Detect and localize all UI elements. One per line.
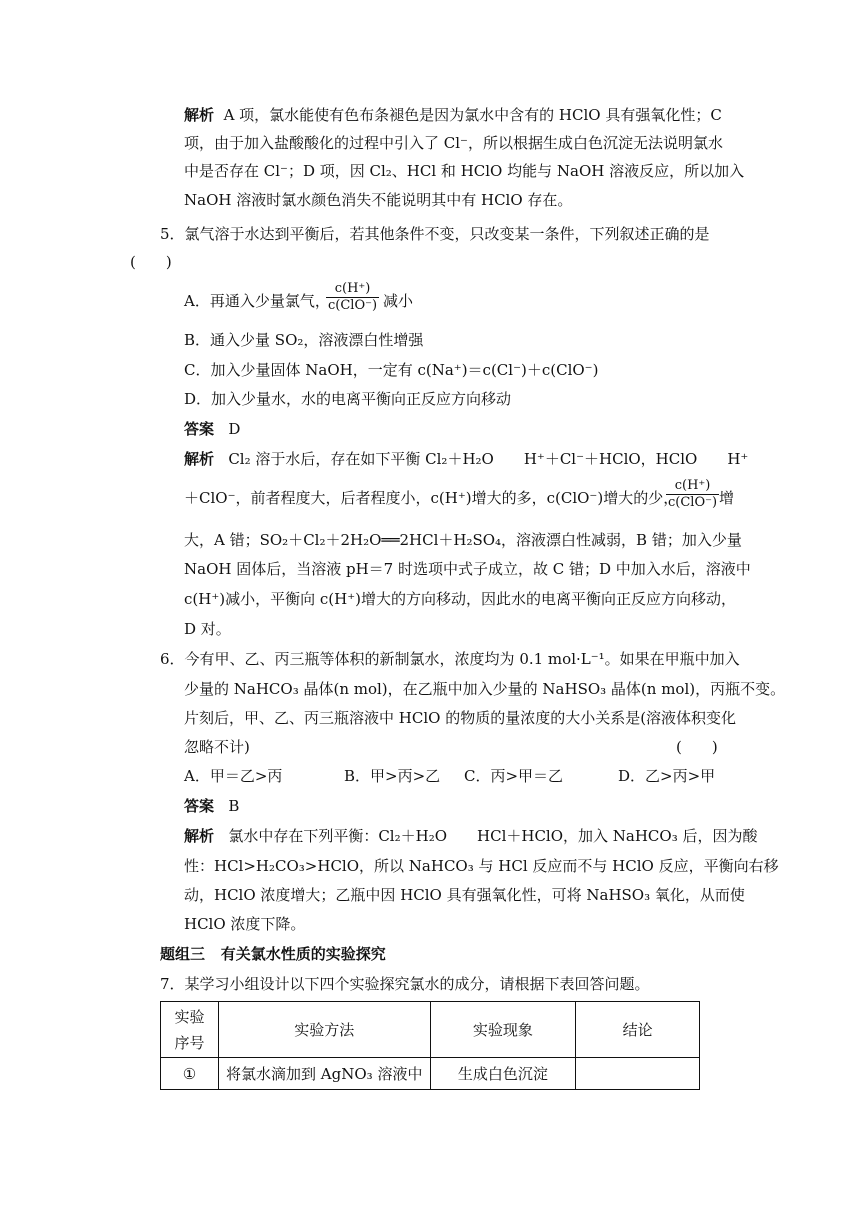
q6-analysis-line-4: HClO 浓度下降。 [184,915,306,933]
q4-analysis-line-3: 中是否存在 Cl⁻；D 项，因 Cl₂、HCl 和 HClO 均能与 NaOH 溶液反应，所以加入 [184,162,745,180]
q5-option-b: B．通入少量 SO₂，溶液漂白性增强 [184,331,424,349]
analysis-label: 解析 [184,106,215,124]
q6-analysis-line-2: 性：HCl>H₂CO₃>HClO，所以 NaHCO₃ 与 HCl 反应而不与 HClO 反应，平衡向右移 [184,857,779,875]
q5-option-a-text: A．再通入少量氯气， [184,292,330,310]
q6-analysis-line-1 [184,826,758,846]
fraction-numerator: c(H⁺) [326,281,379,298]
q6-analysis-line-3: 动，HClO 浓度增大；乙瓶中因 HClO 具有强氧化性，可将 NaHSO₃ 氧化，从而使 [184,886,745,904]
q6-answer-line [184,796,239,816]
q6-option-c: C．丙>甲＝乙 [464,767,564,785]
q5-option-a-suffix: 减小 [383,292,414,310]
q6-option-b: B．甲>丙>乙 [344,767,441,785]
answer-label: 答案 [184,797,215,815]
q5-analysis-line-2: ＋ClO⁻，前者程度大，后者程度小，c(H⁺)增大的多，c(ClO⁻)增大的少， [184,489,679,507]
q6-option-a: A．甲＝乙>丙 [184,767,283,785]
q5-analysis-line-3: 大，A 错；SO₂＋Cl₂＋2H₂O══2HCl＋H₂SO₄，溶液漂白性减弱，B 错；加入少量 [184,531,742,549]
q6-option-d: D．乙>丙>甲 [618,767,716,785]
q5-answer-line [184,419,240,439]
analysis-label: 解析 [184,827,215,845]
q6-stem-line-1: 6．今有甲、乙、丙三瓶等体积的新制氯水，浓度均为 0.1 mol·L⁻¹。如果在甲瓶中加入 [160,650,740,668]
header-cell-seq [161,1002,219,1058]
cell-seq: ① [161,1058,219,1090]
group3-title: 有关氯水性质的实验探究 [220,945,386,963]
q5-analysis-fraction [666,478,719,511]
q5-analysis-line-4: NaOH 固体后，当溶液 pH＝7 时选项中式子成立，故 C 错；D 中加入水后，溶液中 [184,560,751,578]
q4-analysis-text-1: A 项，氯水能使有色布条褪色是因为氯水中含有的 HClO 具有强氧化性；C [223,106,722,124]
q6-answer-blank: ( ) [676,738,718,756]
q4-analysis-line-2: 项，由于加入盐酸酸化的过程中引入了 Cl⁻，所以根据生成白色沉淀无法说明氯水 [184,134,723,152]
table-header-row [161,1002,700,1058]
fraction-denominator: c(ClO⁻) [668,495,718,510]
experiment-table [160,1001,700,1090]
q5-answer-value: D [228,420,241,438]
q6-stem-line-4: 忽略不计) [184,738,250,756]
q4-analysis-line-4: NaOH 溶液时氯水颜色消失不能说明其中有 HClO 存在。 [184,191,573,209]
q5-answer-blank: ( ) [130,253,172,271]
q5-analysis-text-1: Cl₂ 溶于水后，存在如下平衡 Cl₂＋H₂O H⁺＋Cl⁻＋HClO，HClO H⁺ [228,450,749,468]
q5-analysis-line-5: c(H⁺)减小，平衡向 c(H⁺)增大的方向移动，因此水的电离平衡向正反应方向移动， [184,590,736,608]
cell-phenomenon: 生成白色沉淀 [430,1058,576,1090]
q5-stem-line-1: 5．氯气溶于水达到平衡后，若其他条件不变，只改变某一条件，下列叙述正确的是 [160,225,710,243]
group3-heading [160,944,386,964]
fraction-denominator: c(ClO⁻) [328,298,378,313]
q5-analysis-line-1 [184,449,748,469]
answer-label: 答案 [184,420,215,438]
group3-label: 题组三 [160,945,206,963]
q5-analysis-line-2-suffix: 增 [719,489,735,507]
header-cell-conclusion: 结论 [576,1002,700,1058]
q7-stem: 7．某学习小组设计以下四个实验探究氯水的成分，请根据下表回答问题。 [160,975,650,993]
q6-stem-line-2: 少量的 NaHCO₃ 晶体(n mol)，在乙瓶中加入少量的 NaHSO₃ 晶体(n mol)，丙瓶不变。 [184,680,786,698]
q5-analysis-line-6: D 对。 [184,620,231,638]
cell-conclusion [576,1058,700,1090]
header-seq-text: 实验序号 [174,1007,205,1052]
q5-option-a [184,291,330,311]
q5-option-d: D．加入少量水，水的电离平衡向正反应方向移动 [184,390,512,408]
q5-option-c: C．加入少量固体 NaOH，一定有 c(Na⁺)＝c(Cl⁻)＋c(ClO⁻) [184,361,599,379]
header-cell-method: 实验方法 [218,1002,430,1058]
q5-option-a-fraction [326,281,379,314]
header-cell-phenomenon: 实验现象 [430,1002,576,1058]
q6-answer-value: B [228,797,240,815]
q6-analysis-text-1: 氯水中存在下列平衡：Cl₂＋H₂O HCl＋HClO，加入 NaHCO₃ 后，因为酸 [228,827,758,845]
cell-method: 将氯水滴加到 AgNO₃ 溶液中 [218,1058,430,1090]
table-row [161,1058,700,1090]
q4-analysis-line-1 [184,105,722,125]
fraction-numerator: c(H⁺) [666,478,719,495]
q6-stem-line-3: 片刻后，甲、乙、丙三瓶溶液中 HClO 的物质的量浓度的大小关系是(溶液体积变化 [184,709,737,727]
analysis-label: 解析 [184,450,215,468]
